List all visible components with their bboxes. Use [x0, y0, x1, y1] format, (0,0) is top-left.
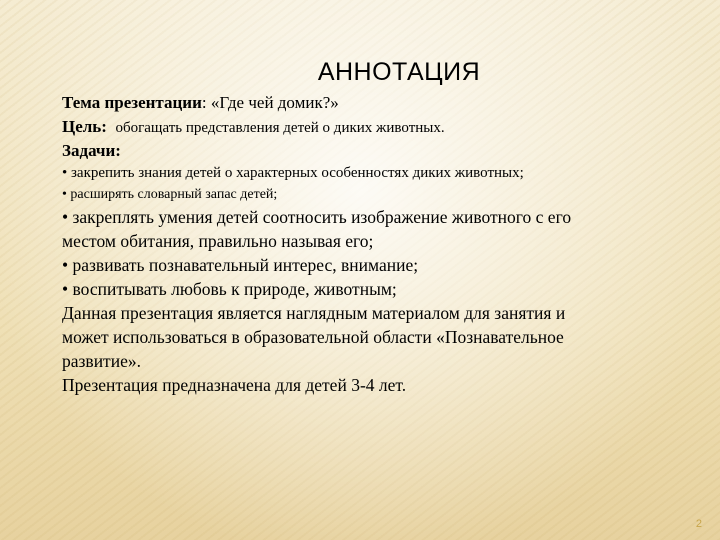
task-item-3b: местом обитания, правильно называя его; — [62, 231, 374, 251]
goal-line — [62, 115, 662, 139]
task-item-2: • расширять словарный запас детей; — [62, 187, 278, 202]
task-item-5: • воспитывать любовь к природе, животным; — [62, 279, 397, 299]
audience-line: Презентация предназначена для детей 3-4 лет. — [62, 375, 407, 395]
topic-label: Тема презентации — [62, 93, 202, 112]
task-item-3a: • закреплять умения детей соотносить изображение животного с его — [62, 207, 572, 227]
slide-title: АННОТАЦИЯ — [317, 58, 481, 86]
slide-body — [62, 91, 662, 397]
description-line-1: Данная презентация является наглядным материалом для занятия и — [62, 303, 566, 323]
description-line-3: развитие». — [62, 351, 141, 371]
description-line-2: может использоваться в образовательной области «Познавательное — [62, 327, 564, 347]
task-item-1: • закрепить знания детей о характерных особенностях диких животных; — [62, 165, 524, 181]
tasks-label-line — [62, 139, 662, 163]
tasks-label: Задачи: — [62, 141, 121, 160]
topic-value: : «Где чей домик?» — [201, 93, 339, 112]
goal-label: Цель: — [62, 117, 107, 136]
goal-value: обогащать представления детей о диких животных. — [115, 120, 445, 136]
topic-line — [62, 91, 662, 115]
task-item-4: • развивать познавательный интерес, внимание; — [62, 255, 419, 275]
page-number: 2 — [695, 518, 702, 530]
